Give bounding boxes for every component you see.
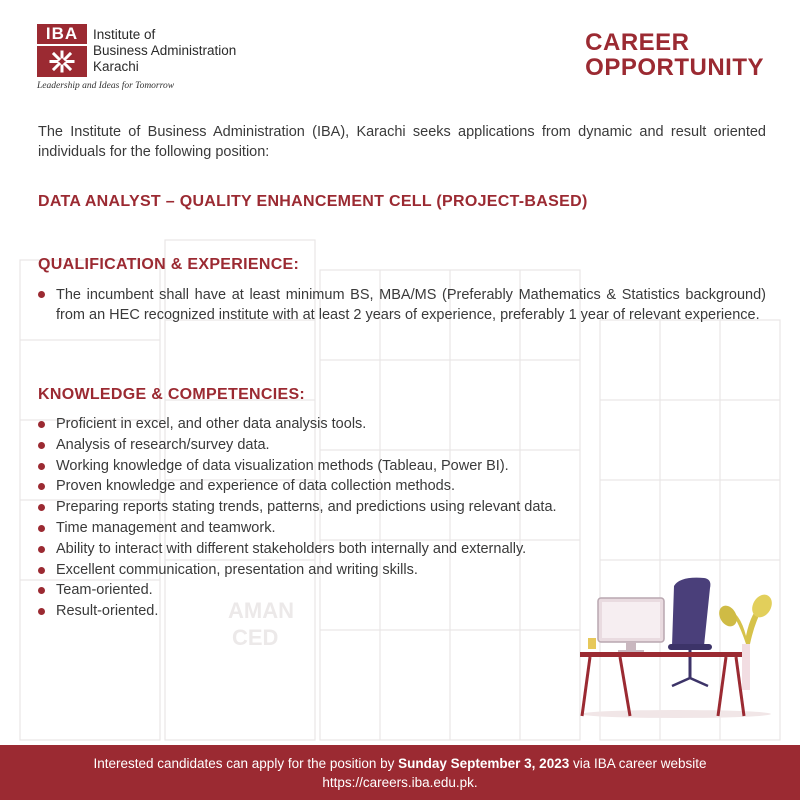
list-item-text: Result-oriented.	[56, 603, 159, 620]
list-item-text: Working knowledge of data visualization methods (Tableau, Power BI).	[56, 457, 509, 474]
list-item	[38, 414, 658, 435]
background-sign-ced: CED	[232, 625, 279, 650]
list-item	[38, 518, 658, 539]
list-item-text: Time management and teamwork.	[56, 519, 276, 536]
title-line-career: CAREER	[585, 29, 690, 56]
mug-icon	[588, 638, 596, 649]
logo-abbreviation: IBA	[37, 24, 87, 44]
list-item-text: Analysis of research/survey data.	[56, 436, 270, 453]
institute-name	[93, 27, 236, 75]
bullet-icon	[38, 567, 45, 574]
bullet-icon	[38, 463, 45, 470]
career-opportunity-title	[585, 30, 764, 80]
footer-text-after: via IBA career website	[569, 756, 707, 771]
list-item-text: Preparing reports stating trends, patterns, and predictions using relevant data.	[56, 499, 557, 516]
chair-icon	[672, 578, 710, 646]
list-item	[38, 497, 658, 518]
logo-box	[37, 24, 87, 77]
logo-tagline: Leadership and Ideas for Tomorrow	[37, 81, 175, 91]
intro-paragraph: The Institute of Business Administration (IBA), Karachi seeks applications from dynamic and result oriented individuals for the following position:	[38, 124, 766, 160]
footer-deadline: Sunday September 3, 2023	[398, 756, 570, 771]
knowledge-list	[38, 414, 658, 622]
office-desk-illustration	[576, 574, 772, 720]
list-item	[38, 285, 766, 325]
footer-banner	[0, 745, 800, 800]
list-item-text: Ability to interact with different stakeholders both internally and externally.	[56, 540, 527, 557]
list-item	[38, 539, 658, 560]
institute-name-line1: Institute of	[93, 27, 156, 42]
plant-pot-icon	[742, 644, 750, 690]
qualification-heading: QUALIFICATION & EXPERIENCE:	[38, 256, 300, 273]
bullet-icon	[38, 546, 45, 553]
footer-text-before: Interested candidates can apply for the position by	[93, 756, 399, 771]
footer-url[interactable]: https://careers.iba.edu.pk.	[322, 775, 478, 790]
list-item	[38, 435, 658, 456]
title-line-opportunity: OPPORTUNITY	[585, 54, 764, 81]
bullet-icon	[38, 291, 45, 298]
qualification-list	[38, 285, 766, 325]
list-item	[38, 456, 658, 477]
bullet-icon	[38, 421, 45, 428]
list-item	[38, 580, 658, 601]
desk-icon	[580, 652, 744, 657]
background-sign-aman: AMAN	[228, 598, 294, 623]
list-item	[38, 601, 658, 622]
bullet-icon	[38, 483, 45, 490]
logo-emblem-icon	[37, 46, 87, 77]
bullet-icon	[38, 504, 45, 511]
institute-name-line3: Karachi	[93, 59, 139, 74]
bullet-icon	[38, 608, 45, 615]
list-item-text: Proven knowledge and experience of data collection methods.	[56, 478, 456, 495]
position-title: DATA ANALYST – QUALITY ENHANCEMENT CELL (PROJECT-BASED)	[38, 193, 588, 210]
list-item-text: Team-oriented.	[56, 582, 153, 599]
list-item-text: Proficient in excel, and other data analysis tools.	[56, 416, 367, 432]
list-item-text: The incumbent shall have at least minimum BS, MBA/MS (Preferably Mathematics & Statistics background) from an HEC recognized institute with at least 2 years of experience, preferably 1 year of relevant experience.	[56, 287, 766, 323]
footer-line1	[0, 754, 800, 773]
list-item	[38, 560, 658, 581]
bullet-icon	[38, 525, 45, 532]
institute-name-line2: Business Administration	[93, 43, 237, 58]
bullet-icon	[38, 587, 45, 594]
list-item	[38, 476, 658, 497]
bullet-icon	[38, 442, 45, 449]
knowledge-heading: KNOWLEDGE & COMPETENCIES:	[38, 386, 306, 403]
list-item-text: Excellent communication, presentation and writing skills.	[56, 561, 418, 578]
